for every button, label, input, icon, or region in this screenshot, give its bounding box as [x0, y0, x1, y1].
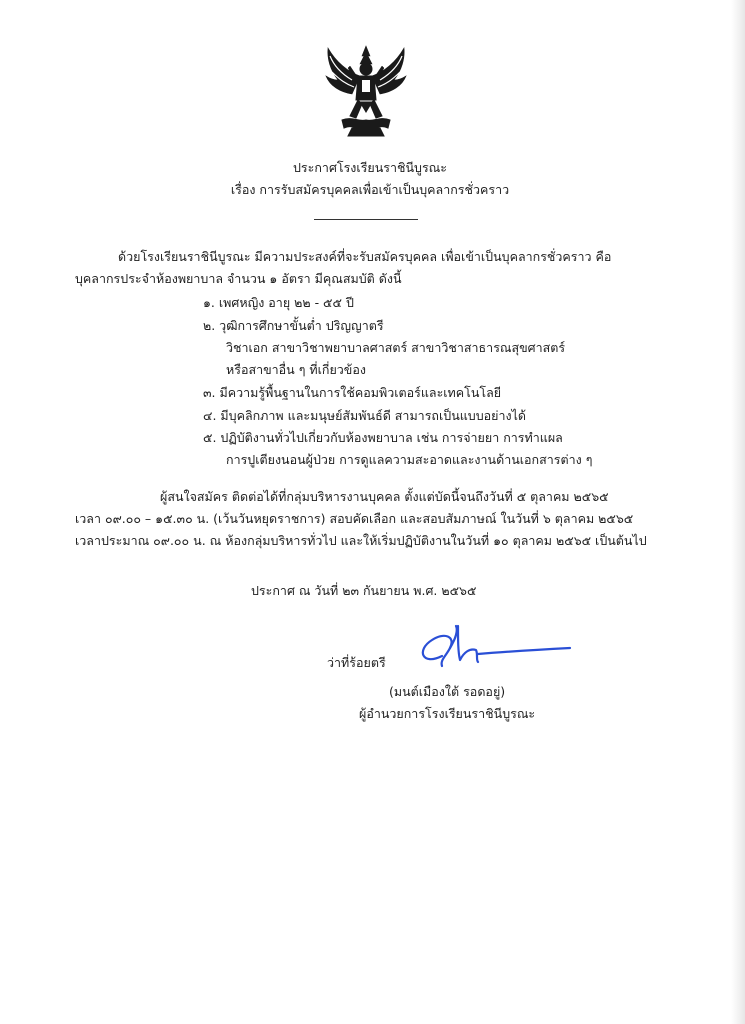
qualification-item: ๔. มีบุคลิกภาพ และมนุษย์สัมพันธ์ดี สามารถเป็นแบบอย่างได้ — [203, 408, 527, 423]
qualification-item: ๑. เพศหญิง อายุ ๒๒ - ๕๕ ปี — [203, 295, 354, 310]
garuda-emblem-icon — [318, 42, 414, 138]
heading-divider — [314, 219, 418, 220]
apply-line-2: เวลา ๐๙.๐๐ – ๑๕.๓๐ น. (เว้นวันหยุดราชการ) สอบคัดเลือก และสอบสัมภาษณ์ ในวันที่ ๖ ตุลาคม ๒๕๖๕ — [75, 511, 634, 526]
signer-position: ผู้อำนวยการโรงเรียนราชินีบูรณะ — [359, 706, 536, 721]
qualification-item: วิชาเอก สาขาวิชาพยาบาลศาสตร์ สาขาวิชาสาธารณสุขศาสตร์ — [226, 340, 566, 355]
qualification-item: ๓. มีความรู้พื้นฐานในการใช้คอมพิวเตอร์และเทคโนโลยี — [203, 385, 502, 400]
announcement-date: ประกาศ ณ วันที่ ๒๓ กันยายน พ.ศ. ๒๕๖๕ — [251, 583, 477, 598]
scan-edge-shadow — [731, 0, 745, 1024]
announcement-title: ประกาศโรงเรียนราชินีบูรณะ — [293, 160, 447, 175]
qualification-item: ๕. ปฏิบัติงานทั่วไปเกี่ยวกับห้องพยาบาล เช่น การจ่ายยา การทำแผล — [203, 430, 563, 445]
apply-line-1: ผู้สนใจสมัคร ติดต่อได้ที่กลุ่มบริหารงานบุคคล ตั้งแต่บัดนี้จนถึงวันที่ ๕ ตุลาคม ๒๕๖๕ — [160, 489, 609, 504]
handwritten-signature — [412, 622, 574, 672]
intro-line-1: ด้วยโรงเรียนราชินีบูรณะ มีความประสงค์ที่จะรับสมัครบุคคล เพื่อเข้าเป็นบุคลากรชั่วคราว คือ — [118, 249, 612, 264]
announcement-subject: เรื่อง การรับสมัครบุคคลเพื่อเข้าเป็นบุคลากรชั่วคราว — [230, 182, 510, 197]
signer-name: (มนต์เมืองใต้ รอดอยู่) — [389, 684, 506, 699]
apply-line-3: เวลาประมาณ ๐๙.๐๐ น. ณ ห้องกลุ่มบริหารทั่วไป และให้เริ่มปฏิบัติงานในวันที่ ๑๐ ตุลาคม ๒๕๖๕ เป็นต้นไป — [75, 533, 647, 548]
qualification-item: การปูเตียงนอนผู้ป่วย การดูแลความสะอาดและงานด้านเอกสารต่าง ๆ — [226, 452, 593, 467]
signer-rank: ว่าที่ร้อยตรี — [327, 655, 386, 670]
qualification-item: หรือสาขาอื่น ๆ ที่เกี่ยวข้อง — [226, 362, 366, 377]
qualification-item: ๒. วุฒิการศึกษาขั้นต่ำ ปริญญาตรี — [203, 318, 384, 333]
intro-line-2: บุคลากรประจำห้องพยาบาล จำนวน ๑ อัตรา มีคุณสมบัติ ดังนี้ — [75, 271, 402, 286]
